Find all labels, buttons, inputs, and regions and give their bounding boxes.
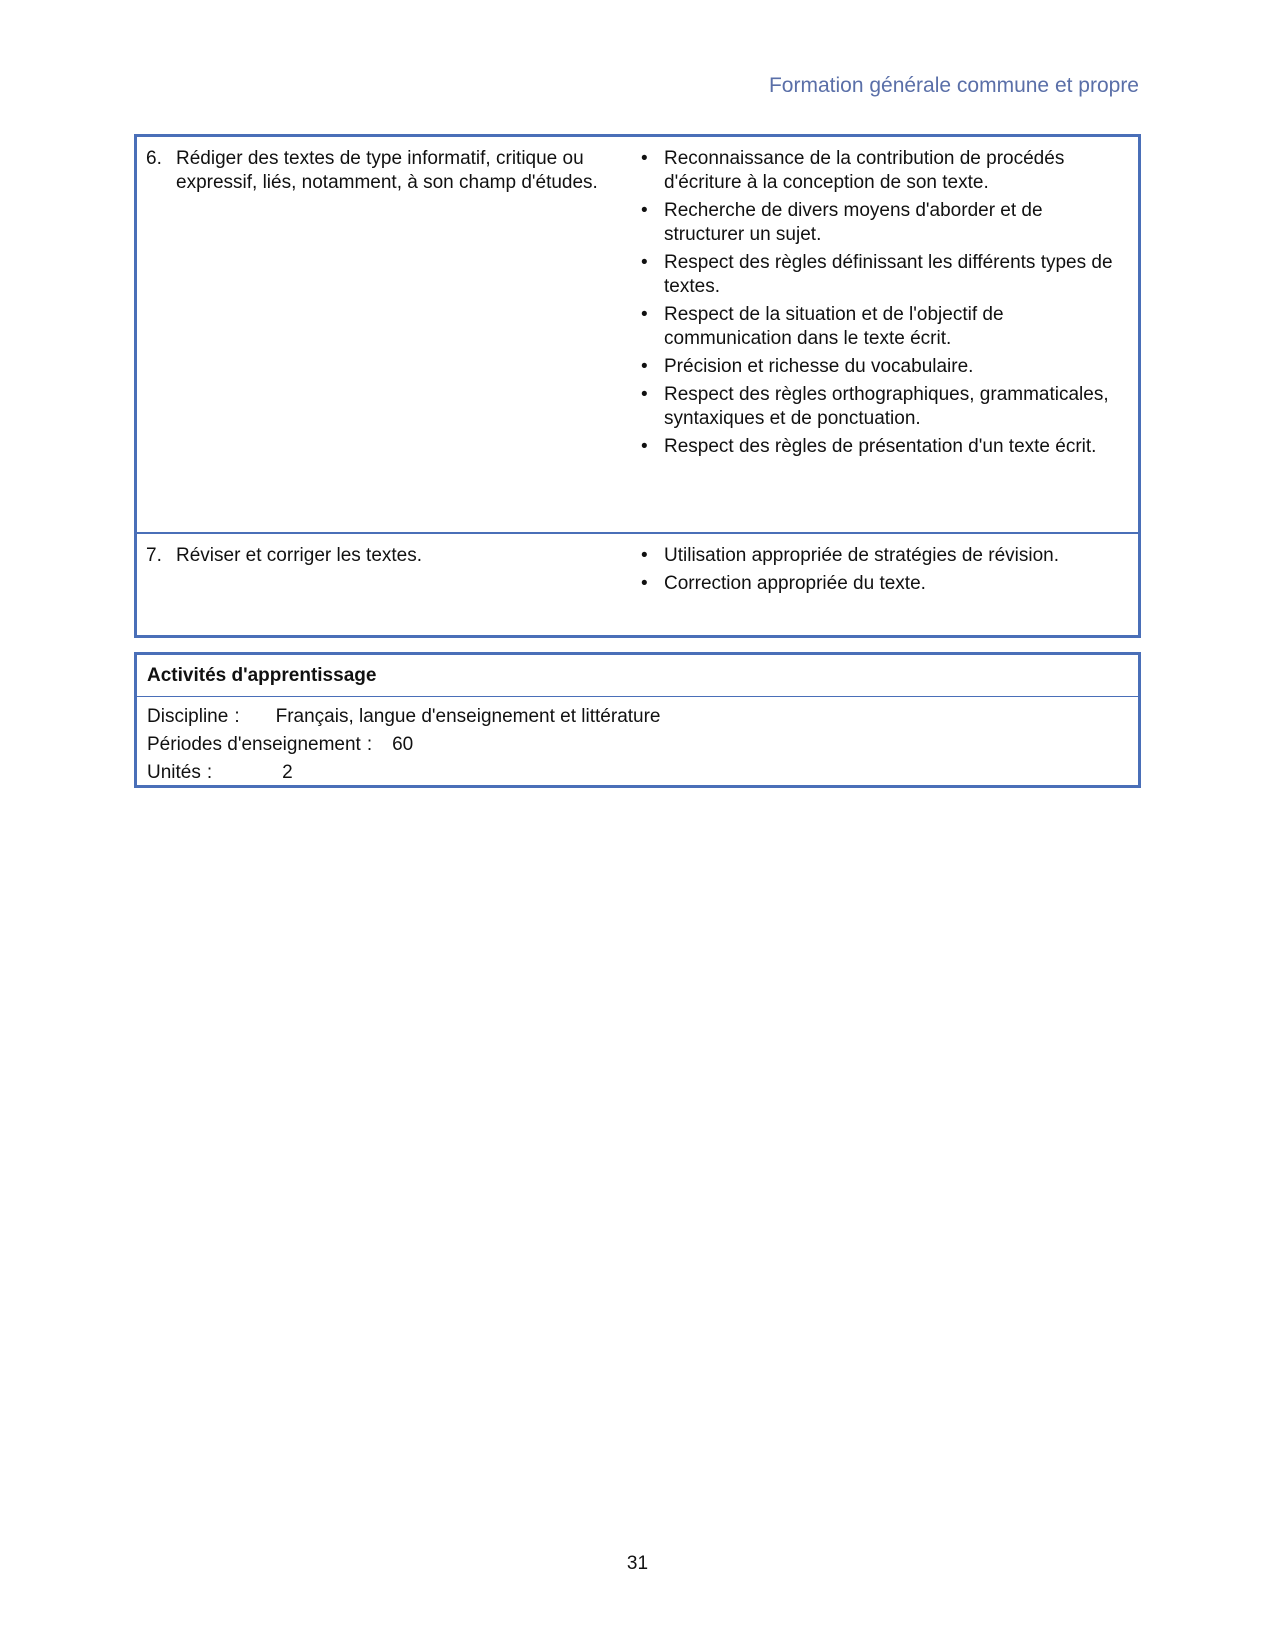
bullet-icon: • [641, 356, 648, 377]
periodes-value: 60 [392, 734, 414, 755]
criteria-cell [634, 534, 1138, 635]
criterion-item [634, 572, 1138, 596]
bullet-icon: • [641, 148, 648, 169]
criteria-list [634, 147, 1138, 459]
activities-title: Activités d'apprentissage [137, 655, 1138, 697]
criterion-text: Respect des règles de présentation d'un texte écrit. [664, 436, 1097, 457]
unites-colon: : [206, 762, 213, 783]
bullet-icon: • [641, 200, 648, 221]
objective-cell [137, 137, 634, 532]
page-number: 31 [626, 1553, 649, 1574]
unites-value: 2 [282, 762, 293, 783]
discipline-line [147, 703, 1138, 731]
objective-number: 6. [146, 148, 162, 169]
criterion-text: Respect de la situation et de l'objectif de communication dans le texte écrit. [664, 304, 1004, 349]
discipline-label: Discipline [147, 706, 229, 727]
criterion-item [634, 147, 1138, 195]
periodes-label: Périodes d'enseignement [147, 734, 361, 755]
objective-row [137, 137, 1138, 532]
activities-body [137, 697, 1138, 787]
objective [146, 544, 634, 568]
criteria-list [634, 544, 1138, 596]
periodes-line [147, 731, 1138, 759]
criterion-text: Utilisation appropriée de stratégies de révision. [664, 545, 1059, 566]
criterion-item [634, 251, 1138, 299]
criterion-text: Recherche de divers moyens d'aborder et de structurer un sujet. [664, 200, 1043, 245]
criterion-text: Reconnaissance de la contribution de procédés d'écriture à la conception de son texte. [664, 148, 1065, 193]
objective [146, 147, 634, 195]
criterion-item [634, 544, 1138, 568]
bullet-icon: • [641, 545, 648, 566]
running-header: Formation générale commune et propre [768, 74, 1139, 97]
objective-row [137, 532, 1138, 635]
unites-line [147, 759, 1138, 787]
criterion-text: Respect des règles définissant les différents types de textes. [664, 252, 1113, 297]
objectives-table [134, 134, 1141, 638]
criterion-item [634, 303, 1138, 351]
discipline-value: Français, langue d'enseignement et littérature [275, 706, 661, 727]
criterion-item [634, 199, 1138, 247]
discipline-colon: : [234, 706, 240, 727]
objective-text: Réviser et corriger les textes. [176, 545, 423, 566]
objective-number: 7. [146, 545, 162, 566]
bullet-icon: • [641, 384, 648, 405]
objective-cell [137, 534, 634, 635]
bullet-icon: • [641, 436, 648, 457]
bullet-icon: • [641, 573, 648, 594]
criterion-text: Correction appropriée du texte. [664, 573, 926, 594]
criterion-text: Respect des règles orthographiques, grammaticales, syntaxiques et de ponctuation. [664, 384, 1109, 429]
bullet-icon: • [641, 252, 648, 273]
criterion-item [634, 355, 1138, 379]
activities-box [134, 652, 1141, 788]
criterion-item [634, 435, 1138, 459]
bullet-icon: • [641, 304, 648, 325]
criterion-item [634, 383, 1138, 431]
criteria-cell [634, 137, 1138, 532]
periodes-colon: : [366, 734, 373, 755]
objective-text: Rédiger des textes de type informatif, critique ou expressif, liés, notamment, à son champ d'études. [176, 148, 598, 193]
criterion-text: Précision et richesse du vocabulaire. [664, 356, 974, 377]
unites-label: Unités [147, 762, 201, 783]
